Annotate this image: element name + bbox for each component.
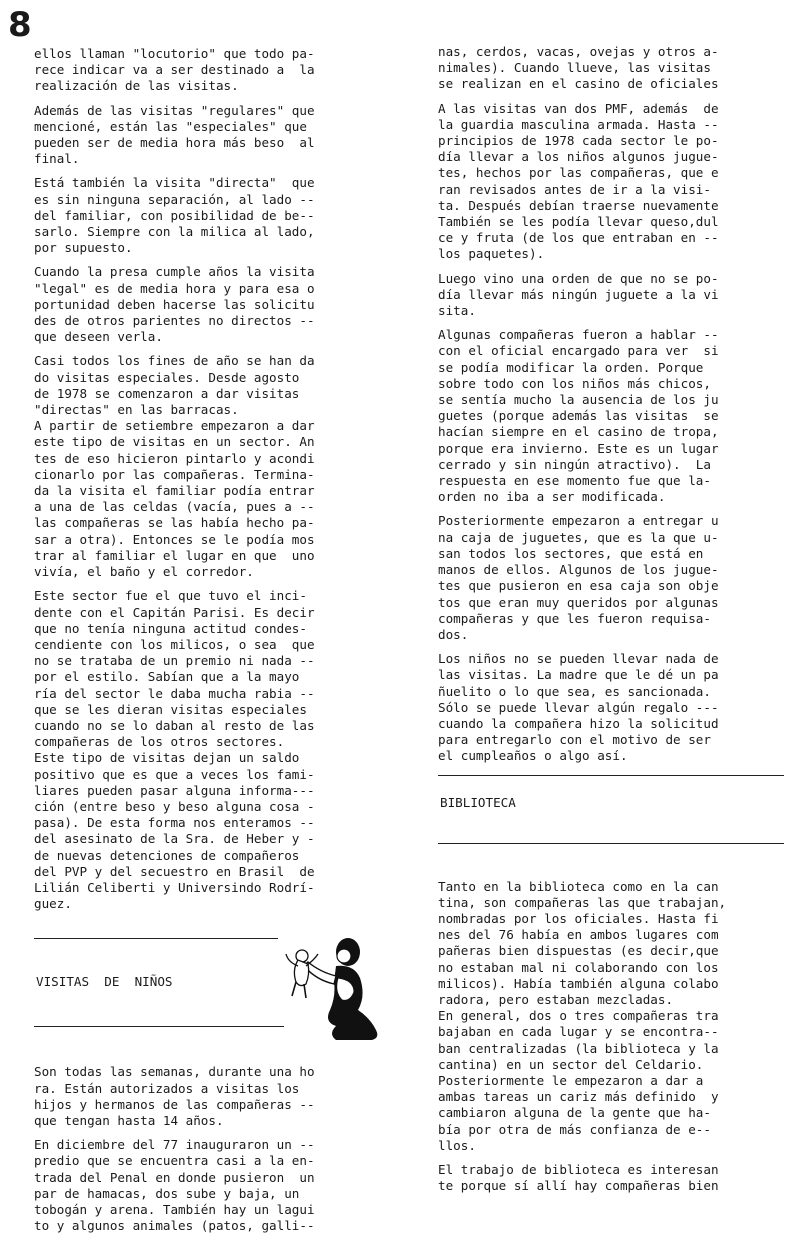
divider xyxy=(438,843,784,844)
paragraph: Cuando la presa cumple años la visita "legal" es de media hora y para esa o portunidad deben hacerse las solicitu des de otros parientes no directos -- que deseen verla. xyxy=(34,264,315,345)
section-header-visitas-de-ninos xyxy=(34,926,390,1054)
page-number: 8 xyxy=(8,5,32,45)
paragraph: Además de las visitas "regulares" que mencioné, están las "especiales" que pueden ser de media hora más beso al final. xyxy=(34,102,315,167)
mother-and-child-icon xyxy=(284,926,384,1046)
section-heading: BIBLIOTECA xyxy=(440,794,516,810)
section-header-biblioteca xyxy=(438,771,790,875)
divider xyxy=(34,1026,284,1027)
section-heading: VISITAS DE NIÑOS xyxy=(36,974,173,990)
divider xyxy=(438,775,784,776)
divider xyxy=(34,938,278,939)
paragraph: A las visitas van dos PMF, además de la guardia masculina armada. Hasta -- principios de 1978 cada sector le po- día llevar a los niños algunos jugue- tes, hechos por las compañeras, que e ran revisados antes de ir a la visi- ta. Después debían traerse nuevamente También se les podía llevar queso,dul ce y fruta (de los que entraban en -- los paquetes). xyxy=(438,100,719,262)
paragraph: Los niños no se pueden llevar nada de las visitas. La madre que le dé un pa ñuelito o lo que sea, es sancionada. Sólo se puede llevar algún regalo --- cuando la compañera hizo la solicitud para entregarlo con el motivo de ser el cumpleaños o algo así. xyxy=(438,651,719,764)
left-column xyxy=(34,46,390,1242)
paragraph: Este sector fue el que tuvo el inci- dente con el Capitán Parisi. Es decir que no tenía ninguna actitud condes- cendiente con los milicos, o sea que no se trataba de un premio ni nada -- por el estilo. Sabían que a la mayo ría del sector le daba mucha rabia -- que se les dieran visitas especiales cuando no se lo daban al resto de las compañeras de los otros sectores. Este tipo de visitas dejan un saldo positivo que es que a veces los fami- liares pueden pasar alguna informa--- ción (entre beso y beso alguna cosa - pasa). De esta forma nos enteramos -- del asesinato de la Sra. de Heber y - de nuevas detenciones de compañeros del PVP y del secuestro en Brasil de Lilián Celiberti y Universindo Rodrí- guez. xyxy=(34,588,315,912)
paragraph: En diciembre del 77 inauguraron un -- predio que se encuentra casi a la en- trada del Penal en donde pusieron un par de hamacas, dos sube y baja, un tobogán y arena. También hay un lagui to y algunos animales (patos, galli-- xyxy=(34,1137,315,1234)
paragraph: El trabajo de biblioteca es interesan te porque sí allí hay compañeras bien xyxy=(438,1161,719,1194)
paragraph: Está también la visita "directa" que es sin ninguna separación, al lado -- del familiar, con posibilidad de be-- sarlo. Siempre con la milica al lado, por supuesto. xyxy=(34,175,315,256)
paragraph: Algunas compañeras fueron a hablar -- con el oficial encargado para ver si se podía modificar la orden. Porque sobre todo con los niños más chicos, se sentía mucho la ausencia de los ju guetes (porque además las visitas se hacían siempre en el casino de tropa, porque era invierno. Este es un lugar cerrado y sin ningún atractivo). La respuesta en ese momento fue que la- orden no iba a ser modificada. xyxy=(438,327,719,505)
paragraph: Posteriormente empezaron a entregar u na caja de juguetes, que es la que u- san todos los sectores, que está en manos de ellos. Algunos de los jugue- tes que pusieron en esa caja son obje tos que eran muy queridos por algunas compañeras y que les fueron requisa- dos. xyxy=(438,513,719,642)
paragraph: Tanto en la biblioteca como en la can tina, son compañeras las que trabajan, nombradas por los oficiales. Hasta fi nes del 76 había en ambos lugares com pañeras bien dispuestas (es decir,que no estaban mal ni colaborando con los milicos). Había también alguna colabo radora, pero estaban mezcladas. En general, dos o tres compañeras tra bajaban en cada lugar y se encontra-- ban centralizadas (la biblioteca y la cantina) en un sector del Celdario. Posteriormente le empezaron a dar a ambas tareas un cariz más definido y cambiaron alguna de la gente que ha- bía por otra de más confianza de e-- llos. xyxy=(438,878,727,1153)
paragraph: nas, cerdos, vacas, ovejas y otros a- nimales). Cuando llueve, las visitas se realizan en el casino de oficiales xyxy=(438,44,719,92)
paragraph: Casi todos los fines de año se han da do visitas especiales. Desde agosto de 1978 se comenzaron a dar visitas "directas" en las barracas. A partir de setiembre empezaron a dar este tipo de visitas en un sector. An tes de eso hicieron pintarlo y acondi cionarlo por las compañeras. Termina- da la visita el familiar podía entrar a una de las celdas (vacía, pues a -- las compañeras se las había hecho pa- sar a otra). Entonces se le podía mos trar al familiar el lugar en que uno vivía, el baño y el corredor. xyxy=(34,353,315,580)
paragraph: Luego vino una orden de que no se po- día llevar más ningún juguete a la vi sita. xyxy=(438,270,719,319)
paragraph: ellos llaman "locutorio" que todo pa- rece indicar va a ser destinado a la realización de las visitas. xyxy=(34,46,315,94)
paragraph: Son todas las semanas, durante una ho ra. Están autorizados a visitas los hijos y hermanos de las compañeras -- que tengan hasta 14 años. xyxy=(34,1064,315,1128)
right-column xyxy=(438,44,790,1202)
